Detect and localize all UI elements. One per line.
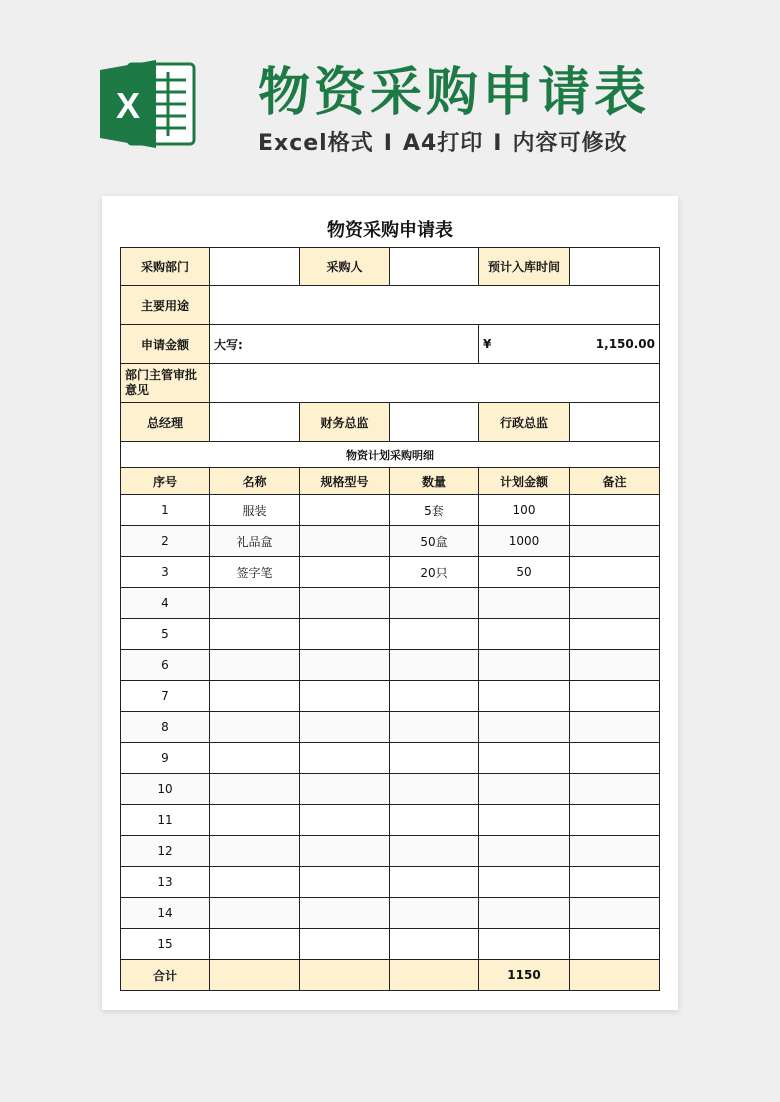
header-row-1: [121, 248, 660, 286]
row-name[interactable]: [210, 898, 300, 929]
table-row: [121, 774, 660, 805]
row-qty[interactable]: [390, 619, 479, 650]
row-name[interactable]: [210, 743, 300, 774]
total-qty-cell: [390, 960, 479, 991]
table-row: [121, 836, 660, 867]
row-name[interactable]: [210, 805, 300, 836]
row-name[interactable]: [210, 774, 300, 805]
row-amount[interactable]: [479, 743, 570, 774]
row-qty[interactable]: [390, 867, 479, 898]
row-qty[interactable]: [390, 929, 479, 960]
row-no: 7: [121, 681, 210, 712]
table-row: [121, 929, 660, 960]
row-name[interactable]: [210, 681, 300, 712]
row-amount[interactable]: [479, 588, 570, 619]
row-qty[interactable]: [390, 836, 479, 867]
row-amount[interactable]: [479, 774, 570, 805]
finance-label: 财务总监: [300, 403, 390, 442]
approval-row: [121, 364, 660, 403]
row-qty[interactable]: 50盒: [390, 526, 479, 557]
row-no: 2: [121, 526, 210, 557]
row-spec[interactable]: [300, 836, 390, 867]
banner-title: 物资采购申请表: [258, 63, 651, 123]
excel-icon: [98, 58, 198, 150]
detail-heading: 物资计划采购明细: [121, 442, 660, 468]
row-amount[interactable]: 50: [479, 557, 570, 588]
table-row: [121, 588, 660, 619]
approval-label: 部门主管审批意见: [121, 364, 210, 403]
row-amount[interactable]: [479, 681, 570, 712]
separator: I: [493, 131, 503, 156]
row-spec[interactable]: [300, 805, 390, 836]
row-no: 15: [121, 929, 210, 960]
row-note[interactable]: [570, 898, 660, 929]
table-row: [121, 743, 660, 774]
table-row: [121, 681, 660, 712]
col-header-no: 序号: [121, 468, 210, 495]
row-amount[interactable]: [479, 650, 570, 681]
row-qty[interactable]: [390, 743, 479, 774]
detail-heading-row: [121, 442, 660, 468]
row-spec[interactable]: [300, 526, 390, 557]
row-spec[interactable]: [300, 619, 390, 650]
admin-label: 行政总监: [479, 403, 570, 442]
total-label: 合计: [121, 960, 210, 991]
row-spec[interactable]: [300, 681, 390, 712]
table-row: [121, 619, 660, 650]
row-qty[interactable]: [390, 712, 479, 743]
row-note[interactable]: [570, 867, 660, 898]
row-amount[interactable]: 1000: [479, 526, 570, 557]
purchase-request-table: [120, 247, 660, 991]
eta-label: 预计入库时间: [479, 248, 570, 286]
amount-row: [121, 325, 660, 364]
row-note[interactable]: [570, 929, 660, 960]
total-note-cell: [570, 960, 660, 991]
row-spec[interactable]: [300, 588, 390, 619]
row-amount[interactable]: [479, 712, 570, 743]
row-name[interactable]: 礼品盒: [210, 526, 300, 557]
editable-tag: 内容可修改: [512, 131, 628, 156]
currency-symbol: ¥: [479, 325, 570, 364]
row-no: 8: [121, 712, 210, 743]
row-note[interactable]: [570, 588, 660, 619]
row-name[interactable]: [210, 712, 300, 743]
row-name[interactable]: [210, 650, 300, 681]
table-row: [121, 495, 660, 526]
buyer-label: 采购人: [300, 248, 390, 286]
purpose-label: 主要用途: [121, 286, 210, 325]
row-qty[interactable]: [390, 588, 479, 619]
col-header-qty: 数量: [390, 468, 479, 495]
row-spec[interactable]: [300, 495, 390, 526]
row-note[interactable]: [570, 526, 660, 557]
row-no: 10: [121, 774, 210, 805]
row-amount[interactable]: [479, 836, 570, 867]
row-qty[interactable]: 5套: [390, 495, 479, 526]
approval-field[interactable]: [210, 364, 660, 403]
row-no: 1: [121, 495, 210, 526]
col-header-spec: 规格型号: [300, 468, 390, 495]
col-header-amount: 计划金额: [479, 468, 570, 495]
row-name[interactable]: [210, 836, 300, 867]
eta-field[interactable]: [570, 248, 660, 286]
row-note[interactable]: [570, 836, 660, 867]
row-amount[interactable]: [479, 619, 570, 650]
row-amount[interactable]: [479, 805, 570, 836]
document-page: [102, 196, 678, 1010]
row-no: 14: [121, 898, 210, 929]
amount-value[interactable]: 1,150.00: [570, 325, 660, 364]
row-spec[interactable]: [300, 867, 390, 898]
row-no: 4: [121, 588, 210, 619]
row-no: 5: [121, 619, 210, 650]
col-header-note: 备注: [570, 468, 660, 495]
banner: [0, 0, 780, 190]
table-row: [121, 805, 660, 836]
row-qty[interactable]: [390, 681, 479, 712]
purpose-row: [121, 286, 660, 325]
table-row: [121, 557, 660, 588]
dept-field[interactable]: [210, 248, 300, 286]
excel-icon-letter: X: [115, 85, 141, 126]
row-name[interactable]: 服装: [210, 495, 300, 526]
detail-rows: [121, 495, 660, 960]
row-note[interactable]: [570, 557, 660, 588]
total-amount: 1150: [479, 960, 570, 991]
row-note[interactable]: [570, 681, 660, 712]
row-note[interactable]: [570, 805, 660, 836]
row-qty[interactable]: [390, 650, 479, 681]
row-spec[interactable]: [300, 712, 390, 743]
purpose-field[interactable]: [210, 286, 660, 325]
gm-label: 总经理: [121, 403, 210, 442]
row-no: 9: [121, 743, 210, 774]
row-note[interactable]: [570, 619, 660, 650]
table-row: [121, 898, 660, 929]
row-note[interactable]: [570, 650, 660, 681]
row-name[interactable]: [210, 619, 300, 650]
row-note[interactable]: [570, 712, 660, 743]
row-spec[interactable]: [300, 774, 390, 805]
row-amount[interactable]: [479, 929, 570, 960]
row-name[interactable]: [210, 929, 300, 960]
row-spec[interactable]: [300, 898, 390, 929]
row-no: 12: [121, 836, 210, 867]
row-note[interactable]: [570, 743, 660, 774]
finance-field[interactable]: [390, 403, 479, 442]
table-row: [121, 867, 660, 898]
format-tag: Excel格式: [258, 131, 374, 156]
row-name[interactable]: [210, 588, 300, 619]
row-spec[interactable]: [300, 929, 390, 960]
col-header-name: 名称: [210, 468, 300, 495]
total-spec-cell: [300, 960, 390, 991]
separator: I: [383, 131, 393, 156]
row-qty[interactable]: [390, 805, 479, 836]
row-qty[interactable]: [390, 898, 479, 929]
row-spec[interactable]: [300, 650, 390, 681]
buyer-field[interactable]: [390, 248, 479, 286]
row-no: 11: [121, 805, 210, 836]
row-amount[interactable]: [479, 898, 570, 929]
table-row: [121, 712, 660, 743]
row-spec[interactable]: [300, 743, 390, 774]
banner-subtitle: [258, 126, 627, 157]
gm-field[interactable]: [210, 403, 300, 442]
amount-words-field[interactable]: 大写:: [210, 325, 479, 364]
row-name[interactable]: [210, 867, 300, 898]
signoff-row: [121, 403, 660, 442]
row-note[interactable]: [570, 774, 660, 805]
total-name-cell: [210, 960, 300, 991]
row-spec[interactable]: [300, 557, 390, 588]
amount-label: 申请金额: [121, 325, 210, 364]
column-header-row: [121, 468, 660, 495]
admin-field[interactable]: [570, 403, 660, 442]
row-qty[interactable]: [390, 774, 479, 805]
row-no: 6: [121, 650, 210, 681]
row-no: 3: [121, 557, 210, 588]
table-row: [121, 526, 660, 557]
document-title: 物资采购申请表: [327, 220, 453, 241]
row-name[interactable]: 签字笔: [210, 557, 300, 588]
total-row: [121, 960, 660, 991]
dept-label: 采购部门: [121, 248, 210, 286]
table-row: [121, 650, 660, 681]
row-amount[interactable]: 100: [479, 495, 570, 526]
row-no: 13: [121, 867, 210, 898]
row-note[interactable]: [570, 495, 660, 526]
row-qty[interactable]: 20只: [390, 557, 479, 588]
print-tag: A4打印: [402, 131, 484, 156]
row-amount[interactable]: [479, 867, 570, 898]
